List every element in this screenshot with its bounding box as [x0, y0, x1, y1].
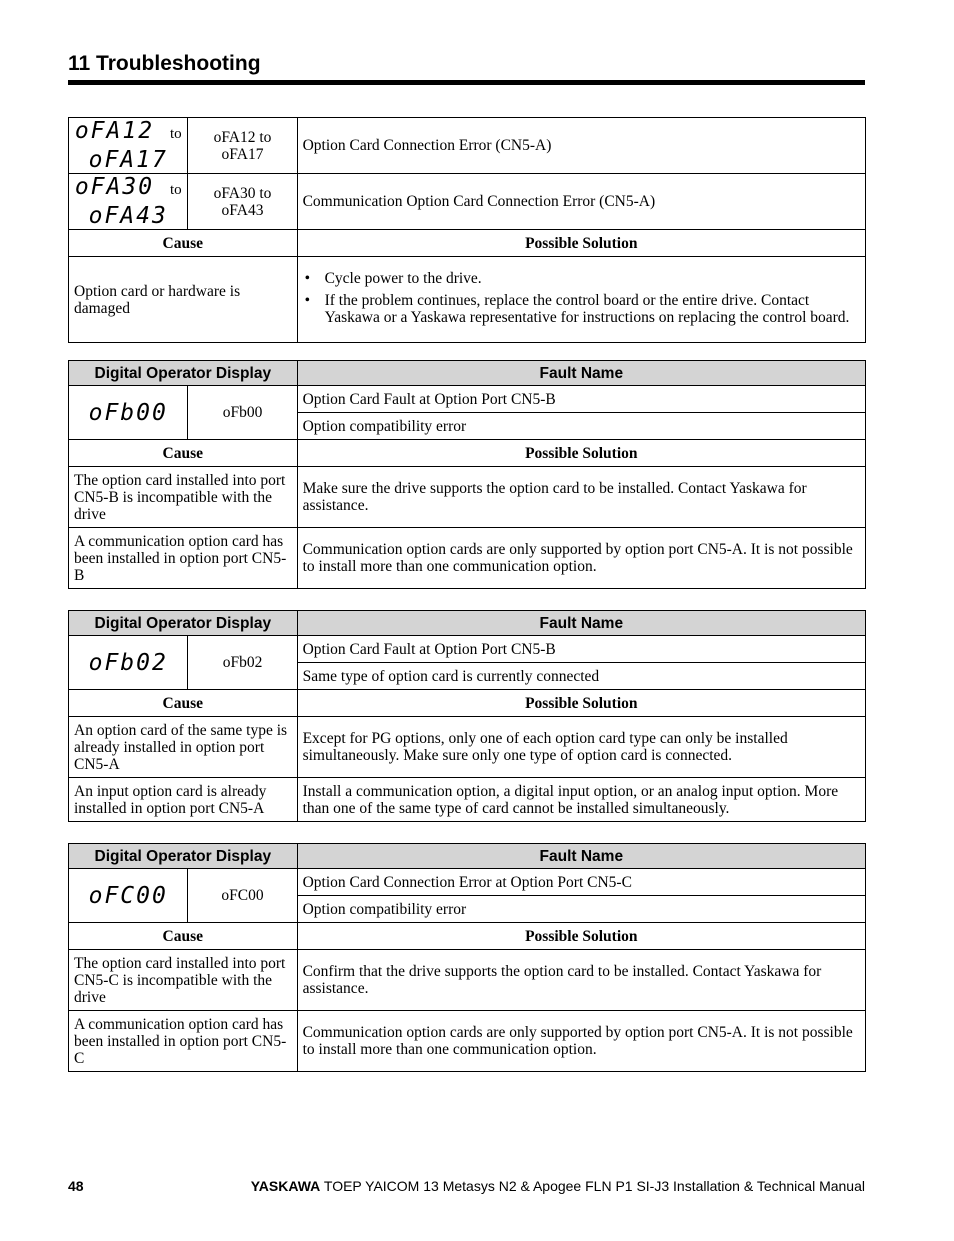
cause-header-row	[69, 440, 866, 467]
segment-display: oFb02	[69, 636, 188, 690]
section-header	[68, 50, 865, 85]
header-rule	[68, 80, 865, 85]
section-title: 11 Troubleshooting	[68, 52, 261, 75]
segment-display: oFA43	[88, 203, 168, 229]
list-item: • If the problem continues, replace the control board or the entire drive. Contact Yaskawa or a Yaskawa representative for instructions on replacing the control board.	[303, 292, 860, 326]
cause-text: A communication option card has been installed in option port CN5-B	[69, 528, 298, 589]
solution-text: Install a communication option, a digital input option, or an analog input option. More than one of the same type of card cannot be installed simultaneously.	[297, 778, 865, 822]
table-row	[69, 386, 866, 413]
cause-text: A communication option card has been installed in option port CN5-C	[69, 1011, 298, 1072]
solution-text: Communication option cards are only supported by option port CN5-A. It is not possible to install more than one communication option.	[297, 528, 865, 589]
solution-cell	[297, 257, 865, 343]
fault-code: oFb02	[188, 636, 297, 690]
fault-table-ofb02	[68, 610, 866, 822]
solution-text: Confirm that the drive supports the option card to be installed. Contact Yaskawa for assistance.	[297, 950, 865, 1011]
fault-table-ofa	[68, 117, 866, 343]
cause-header: Cause	[69, 690, 298, 717]
fault-name: Option Card Connection Error (CN5-A)	[297, 118, 865, 174]
brand-name: YASKAWA	[250, 1178, 321, 1194]
fault-table-ofb00	[68, 360, 866, 589]
cause-text: The option card installed into port CN5-B is incompatible with the drive	[69, 467, 298, 528]
cause-text: An option card of the same type is already installed in option port CN5-A	[69, 717, 298, 778]
table-row	[69, 869, 866, 896]
segment-display: oFb00	[69, 386, 188, 440]
solution-text: Make sure the drive supports the option card to be installed. Contact Yaskawa for assistance.	[297, 467, 865, 528]
display-header: Digital Operator Display	[69, 611, 298, 636]
fault-name: Option Card Fault at Option Port CN5-B	[297, 386, 865, 413]
cause-header: Cause	[69, 923, 298, 950]
table-row	[69, 528, 866, 589]
table-row	[69, 636, 866, 663]
manual-title: YASKAWA TOEP YAICOM 13 Metasys N2 & Apogee FLN P1 SI-J3 Installation & Technical Manual	[250, 1178, 865, 1194]
solution-list	[303, 270, 860, 326]
fault-detail: Same type of option card is currently connected	[297, 663, 865, 690]
segment-display: oFA17	[88, 147, 168, 173]
fault-header: Fault Name	[297, 361, 865, 386]
cause-text: Option card or hardware is damaged	[69, 257, 298, 343]
fault-code: oFA30 to oFA43	[188, 174, 297, 230]
table-row	[69, 717, 866, 778]
cause-header-row	[69, 690, 866, 717]
fault-detail: Option compatibility error	[297, 413, 865, 440]
fault-detail: Option compatibility error	[297, 896, 865, 923]
table-row	[69, 118, 866, 174]
table-row	[69, 174, 866, 230]
cause-header-row	[69, 230, 866, 257]
table-row	[69, 950, 866, 1011]
solution-header: Possible Solution	[297, 440, 865, 467]
fault-header: Fault Name	[297, 844, 865, 869]
fault-name: Option Card Fault at Option Port CN5-B	[297, 636, 865, 663]
fault-name: Option Card Connection Error at Option Port CN5-C	[297, 869, 865, 896]
segment-display: oFA12 to	[74, 118, 182, 144]
solution-header: Possible Solution	[297, 690, 865, 717]
fault-code: oFC00	[188, 869, 297, 923]
cause-header: Cause	[69, 440, 298, 467]
header-row	[69, 844, 866, 869]
table-row	[69, 467, 866, 528]
segment-display: oFC00	[69, 869, 188, 923]
solution-text: Communication option cards are only supported by option port CN5-A. It is not possible to install more than one communication option.	[297, 1011, 865, 1072]
display-cell	[69, 118, 188, 174]
header-row	[69, 361, 866, 386]
table-row	[69, 1011, 866, 1072]
fault-header: Fault Name	[297, 611, 865, 636]
solution-text: Except for PG options, only one of each option card type can only be installed simultaneously. Make sure only one type of option card is connected.	[297, 717, 865, 778]
fault-code: oFb00	[188, 386, 297, 440]
header-row	[69, 611, 866, 636]
fault-code: oFA12 to oFA17	[188, 118, 297, 174]
table-row	[69, 778, 866, 822]
fault-name: Communication Option Card Connection Error (CN5-A)	[297, 174, 865, 230]
display-header: Digital Operator Display	[69, 361, 298, 386]
list-item: • Cycle power to the drive.	[303, 270, 860, 287]
cause-text: The option card installed into port CN5-C is incompatible with the drive	[69, 950, 298, 1011]
solution-header: Possible Solution	[297, 923, 865, 950]
segment-display: oFA30 to	[74, 174, 182, 200]
cause-text: An input option card is already installed in option port CN5-A	[69, 778, 298, 822]
page-number: 48	[68, 1178, 84, 1194]
fault-table-ofc00	[68, 843, 866, 1072]
display-cell	[69, 174, 188, 230]
cause-header-row	[69, 923, 866, 950]
solution-header: Possible Solution	[297, 230, 865, 257]
cause-header: Cause	[69, 230, 298, 257]
display-header: Digital Operator Display	[69, 844, 298, 869]
table-row	[69, 257, 866, 343]
